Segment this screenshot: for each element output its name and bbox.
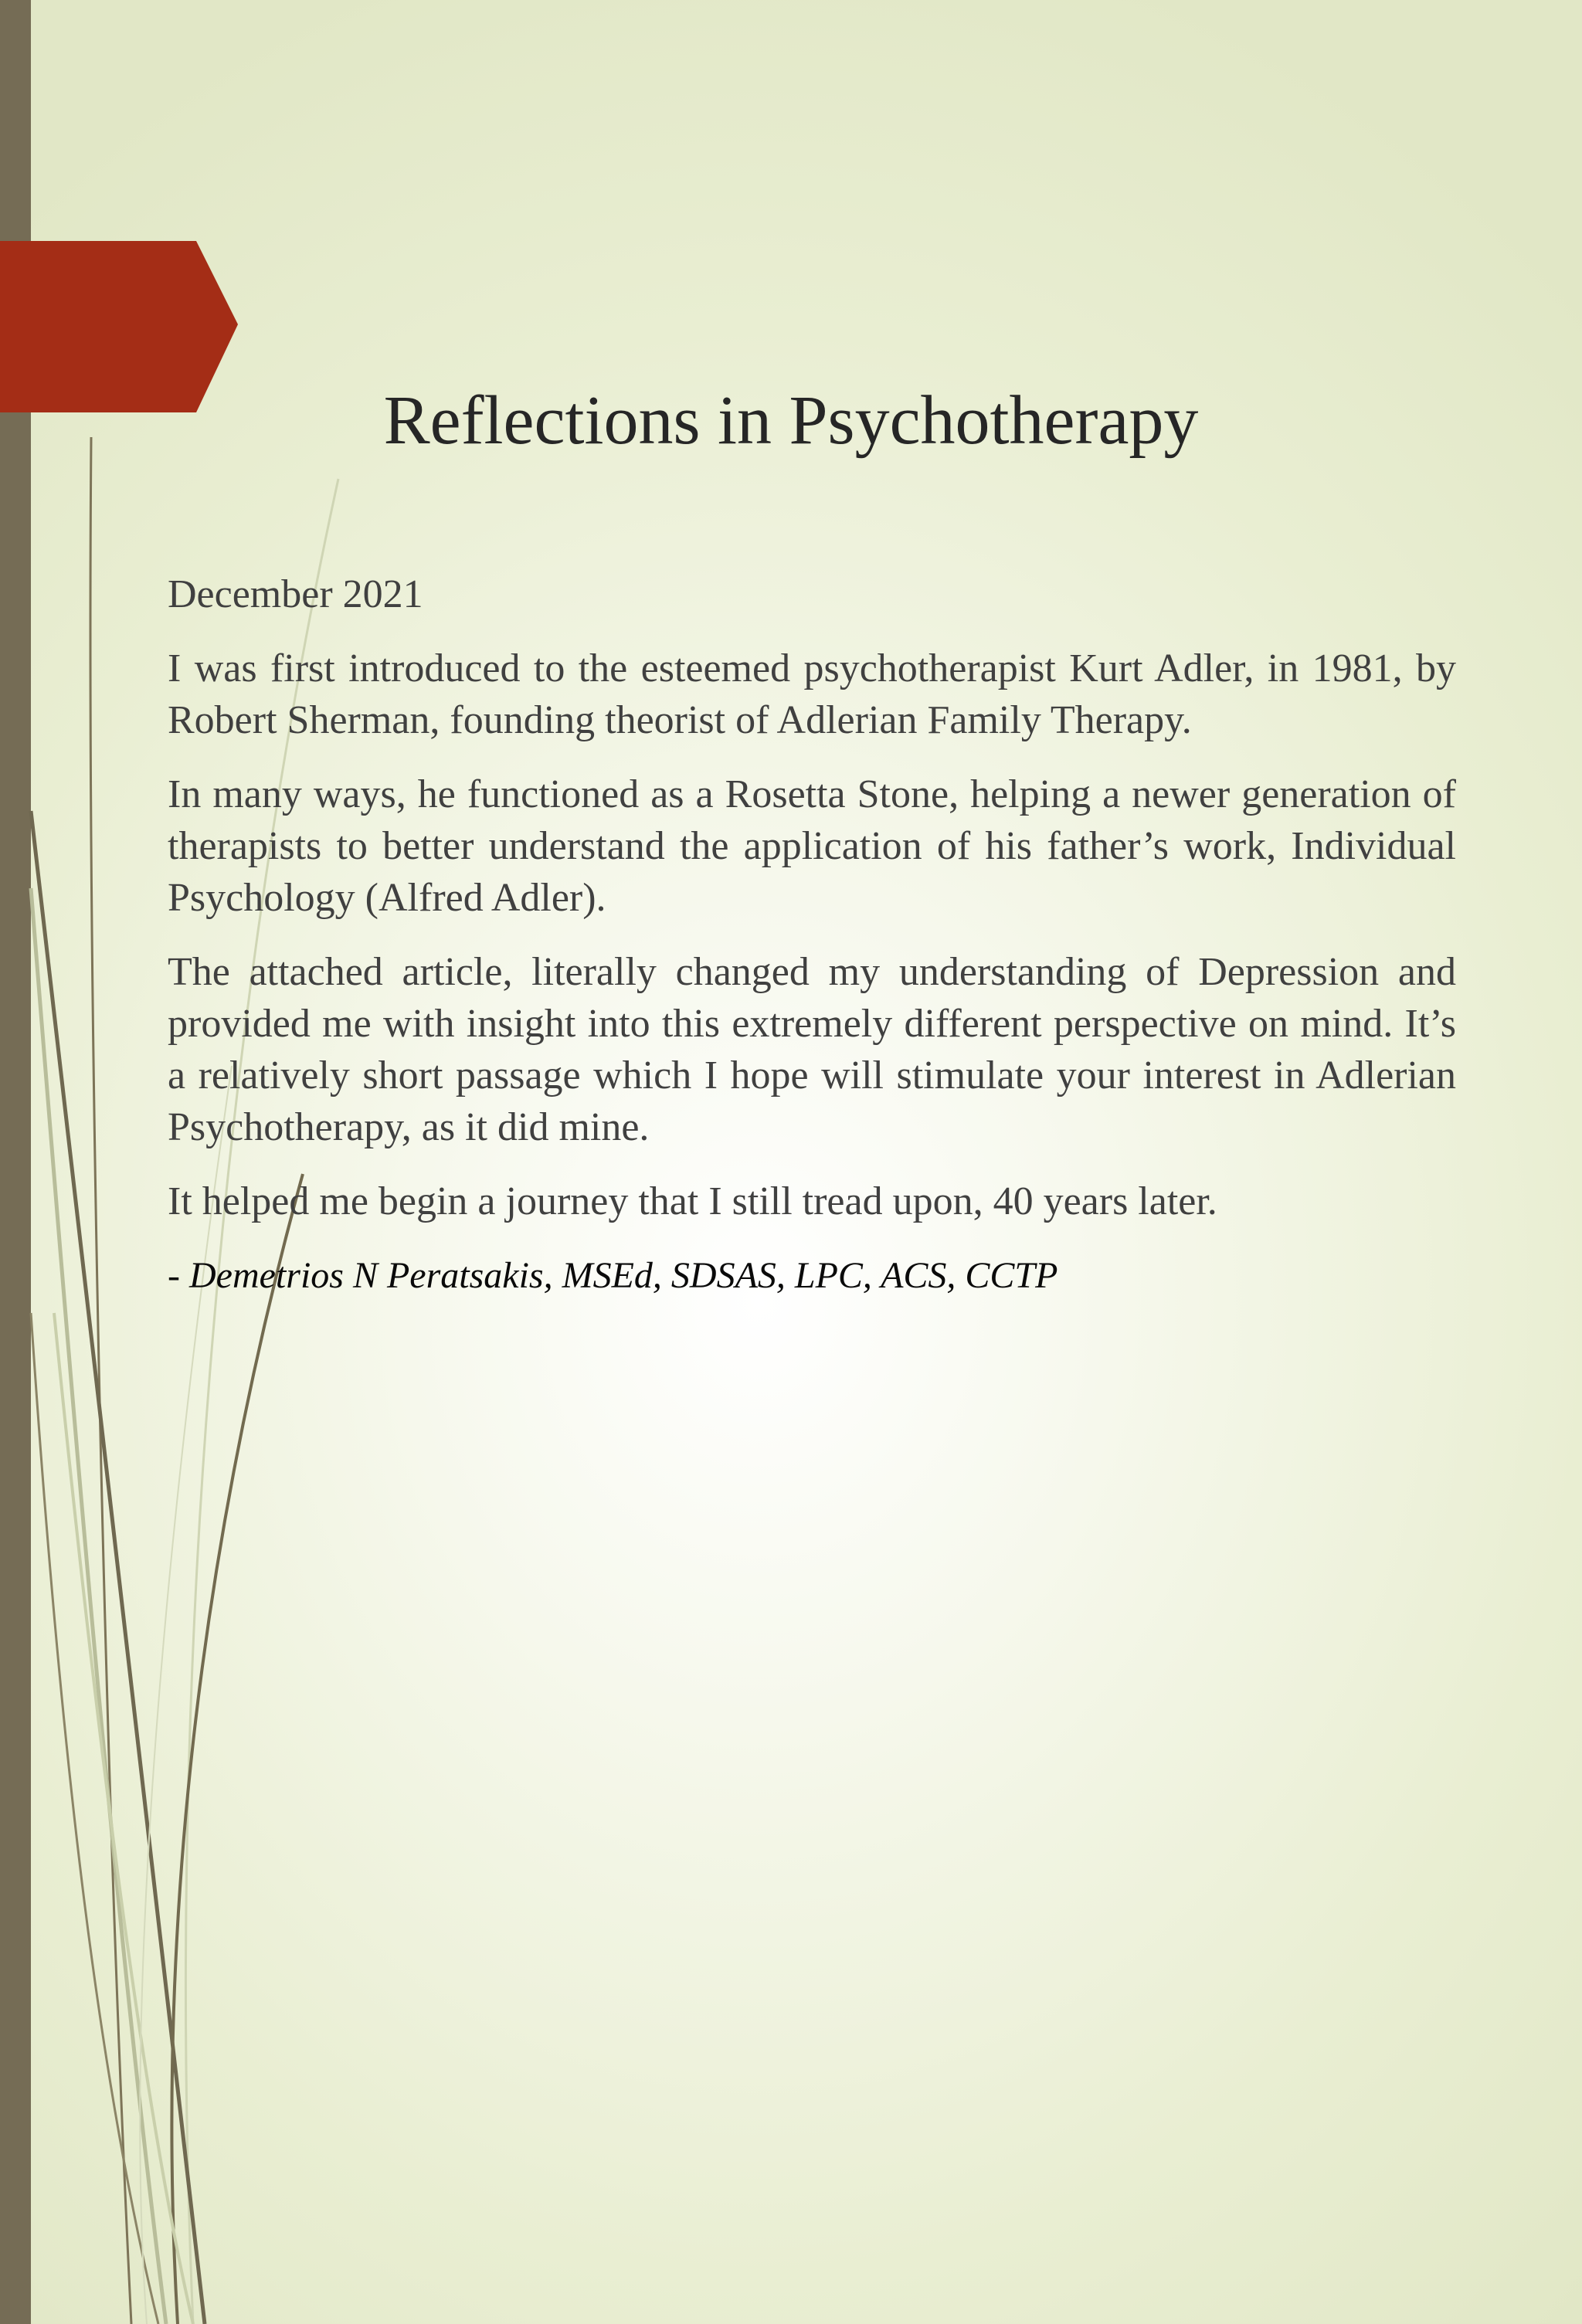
author-signature: - Demetrios N Peratsakis, MSEd, SDSAS, LPC, ACS, CCTP	[168, 1255, 1058, 1296]
document-date: December 2021	[168, 572, 423, 616]
grass-stroke	[31, 1313, 158, 2324]
ribbon-shape	[0, 241, 238, 412]
body-paragraph: I was first introduced to the esteemed psychotherapist Kurt Adler, in 1981, by Robert Sherman, founding theorist of Adlerian Family Therapy.	[168, 646, 1456, 742]
body-paragraph: It helped me begin a journey that I still tread upon, 40 years later.	[168, 1179, 1217, 1223]
document-body	[168, 568, 1456, 1324]
grass-stroke	[171, 1174, 303, 2324]
page-title: Reflections in Psychotherapy	[383, 382, 1199, 459]
title-ribbon-arrow	[0, 241, 238, 412]
body-paragraph: In many ways, he functioned as a Rosetta Stone, helping a newer generation of therapists to better understand the application of his father’s work, Individual Psychology (Alfred Adler).	[168, 772, 1456, 920]
body-paragraph: The attached article, literally changed my understanding of Depression and provided me with insight into this extremely different perspective on mind. It’s a relatively short passage which I hope will stimulate your interest in Adlerian Psychotherapy, as it did mine.	[168, 950, 1456, 1149]
grass-stroke	[31, 888, 166, 2324]
